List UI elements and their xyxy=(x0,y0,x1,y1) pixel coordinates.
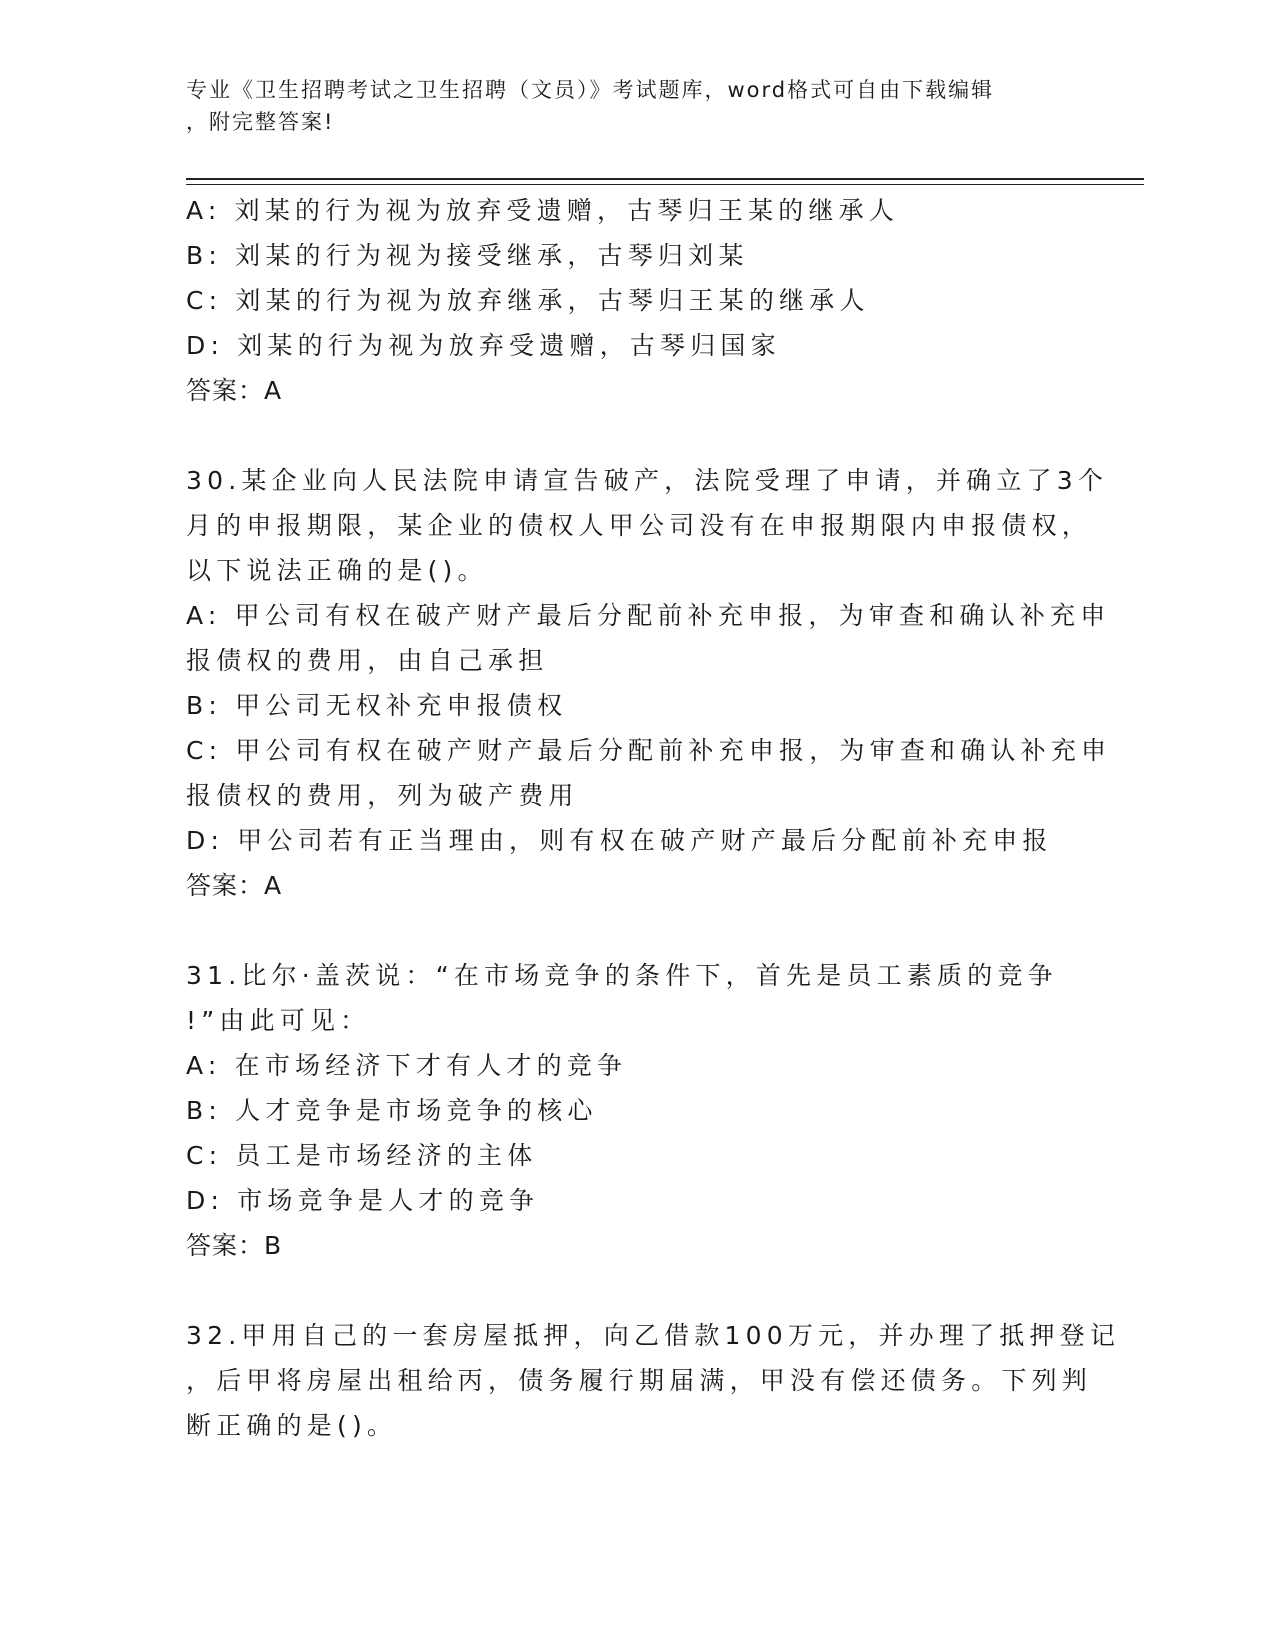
option-b: B: 人才竞争是市场竞争的核心 xyxy=(186,1096,598,1125)
option-a: A: 刘某的行为视为放弃受遗赠，古琴归王某的继承人 xyxy=(186,196,900,225)
option-d: D: 甲公司若有正当理由，则有权在破产财产最后分配前补充申报 xyxy=(186,826,1053,855)
header-title-line-1: 专业《卫生招聘考试之卫生招聘（文员）》考试题库，word格式可自由下载编辑 xyxy=(186,78,995,102)
document-body xyxy=(186,188,1121,1448)
question-30 xyxy=(186,458,1112,908)
header-divider-thin xyxy=(186,184,1144,185)
question-stem: 断正确的是()。 xyxy=(186,1411,398,1440)
question-31 xyxy=(186,953,1066,1268)
question-29 xyxy=(186,188,1066,413)
header-title-line-2: ，附完整答案! xyxy=(186,110,335,134)
answer: 答案：A xyxy=(186,376,283,405)
question-stem: !”由此可见： xyxy=(186,1006,371,1035)
option-c-continued: 报债权的费用，列为破产费用 xyxy=(186,781,579,810)
question-stem: 以下说法正确的是()。 xyxy=(186,556,488,585)
header-divider-thick xyxy=(186,178,1144,180)
answer: 答案：B xyxy=(186,1231,283,1260)
option-a: A: 甲公司有权在破产财产最后分配前补充申报，为审查和确认补充申 xyxy=(186,601,1111,630)
question-stem: 30.某企业向人民法院申请宣告破产，法院受理了申请，并确立了3个 xyxy=(186,466,1109,495)
option-d: D: 市场竞争是人才的竞争 xyxy=(186,1186,540,1215)
question-stem: 32.甲用自己的一套房屋抵押，向乙借款100万元，并办理了抵押登记 xyxy=(186,1321,1121,1350)
option-b: B: 刘某的行为视为接受继承，古琴归刘某 xyxy=(186,241,749,270)
option-c: C: 甲公司有权在破产财产最后分配前补充申报，为审查和确认补充申 xyxy=(186,736,1112,765)
question-stem: ，后甲将房屋出租给丙，债务履行期届满，甲没有偿还债务。下列判 xyxy=(186,1366,1093,1395)
answer: 答案：A xyxy=(186,871,283,900)
question-stem: 31.比尔·盖茨说：“在市场竞争的条件下，首先是员工素质的竞争 xyxy=(186,961,1058,990)
document-header xyxy=(186,74,1056,138)
option-c: C: 刘某的行为视为放弃继承，古琴归王某的继承人 xyxy=(186,286,870,315)
question-stem: 月的申报期限，某企业的债权人甲公司没有在申报期限内申报债权， xyxy=(186,511,1093,540)
option-a: A: 在市场经济下才有人才的竞争 xyxy=(186,1051,628,1080)
option-b: B: 甲公司无权补充申报债权 xyxy=(186,691,568,720)
option-d: D: 刘某的行为视为放弃受遗赠，古琴归国家 xyxy=(186,331,781,360)
question-32 xyxy=(186,1313,1121,1448)
option-c: C: 员工是市场经济的主体 xyxy=(186,1141,538,1170)
option-a-continued: 报债权的费用，由自己承担 xyxy=(186,646,549,675)
